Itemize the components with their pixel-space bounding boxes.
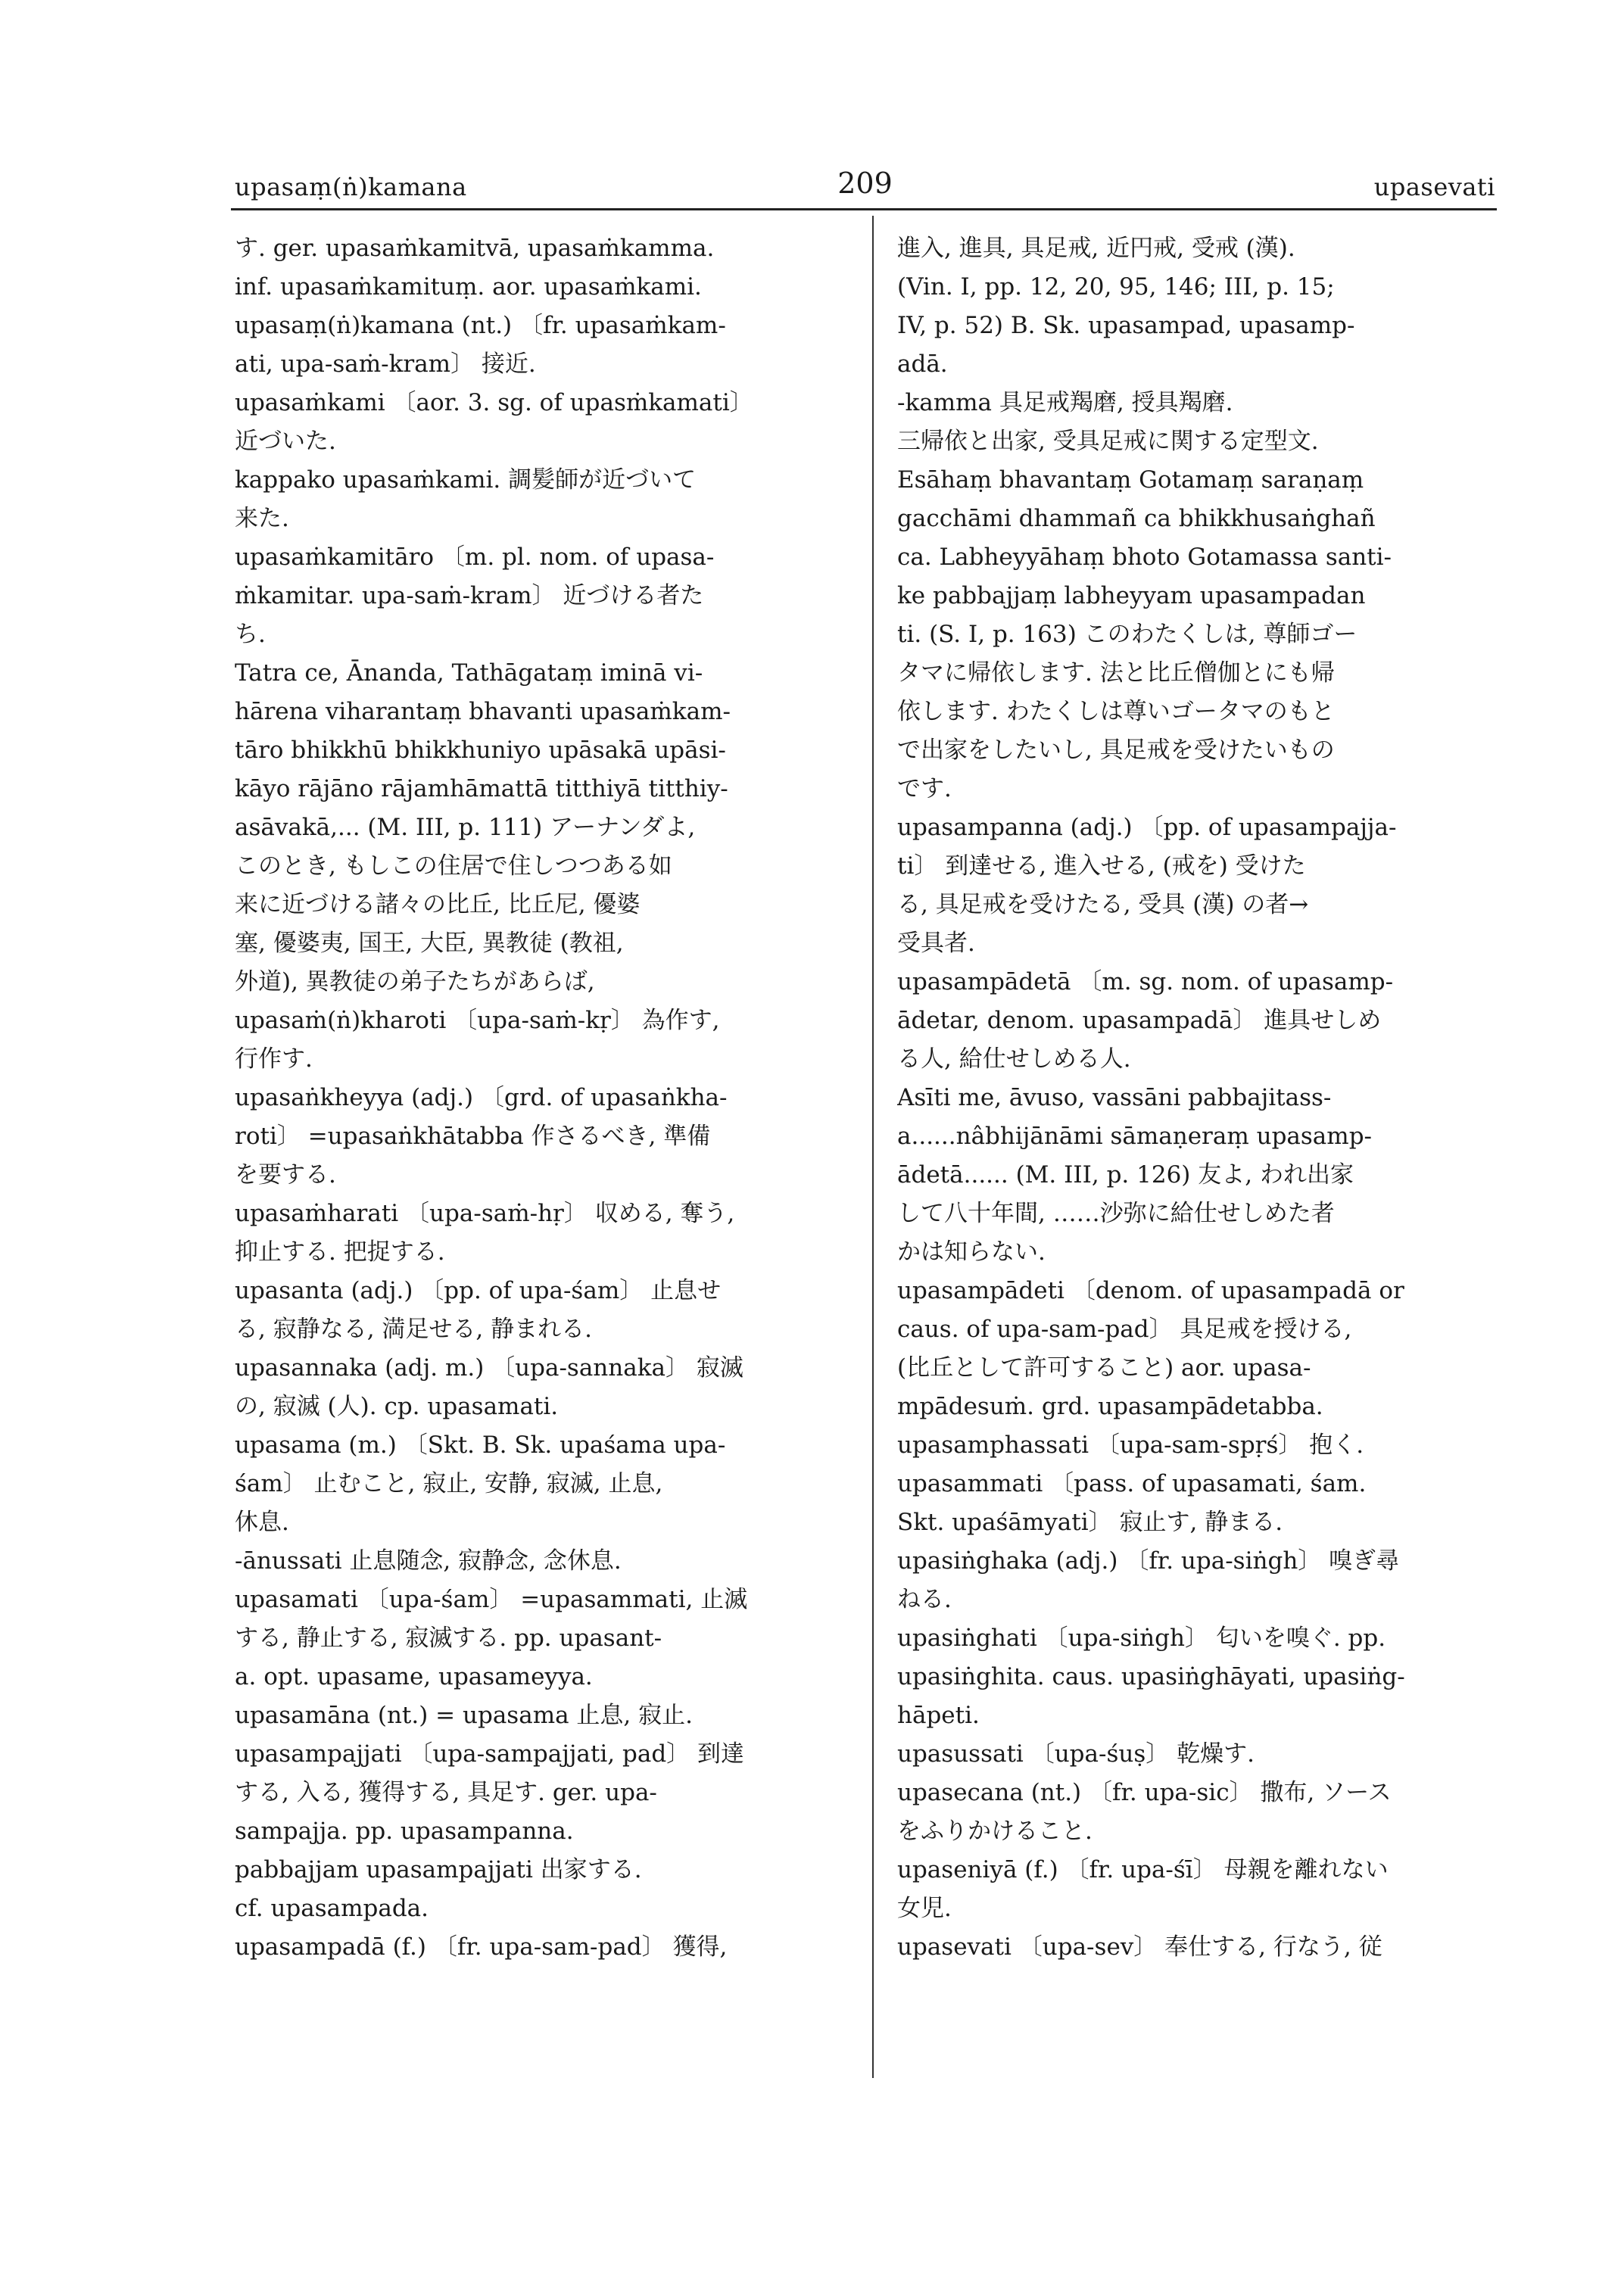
dictionary-line: upasiṅghaka (adj.) 〔fr. upa-siṅgh〕 嗅ぎ尋 [897, 1547, 1400, 1575]
dictionary-line: upasannaka (adj. m.) 〔upa-sannaka〕 寂滅 [235, 1354, 743, 1382]
dictionary-line: ādetā...... (M. III, p. 126) 友よ, われ出家 [897, 1161, 1354, 1189]
dictionary-line: upasanta (adj.) 〔pp. of upa-śam〕 止息せ [235, 1277, 722, 1304]
dictionary-line: Esāhaṃ bhavantaṃ Gotamaṃ saraṇaṃ [897, 466, 1364, 494]
dictionary-line: る人, 給仕せしめる人. [897, 1045, 1131, 1073]
dictionary-line: ṁkamitar. upa-saṁ-kram〕 近づける者た [235, 582, 704, 609]
dictionary-line: ke pabbajjaṃ labheyyam upasampadan [897, 582, 1366, 609]
dictionary-line: hāpeti. [897, 1702, 980, 1729]
dictionary-line: mpādesuṁ. grd. upasampādetabba. [897, 1393, 1323, 1420]
dictionary-line: で出家をしたいし, 具足戒を受けたいもの [897, 737, 1335, 764]
dictionary-line: upasama (m.) 〔Skt. B. Sk. upaśama upa- [235, 1432, 726, 1459]
dictionary-line: Tatra ce, Ānanda, Tathāgataṃ iminā vi- [235, 659, 703, 687]
dictionary-line: 休息. [235, 1509, 289, 1536]
dictionary-line: する, 静止する, 寂滅する. pp. upasant- [235, 1625, 662, 1652]
dictionary-line: gacchāmi dhammañ ca bhikkhusaṅghañ [897, 505, 1376, 532]
dictionary-line: の, 寂滅 (人). cp. upasamati. [235, 1393, 559, 1420]
dictionary-line: 外道), 異教徒の弟子たちがあらば, [235, 968, 595, 995]
dictionary-line: ca. Labheyyāhaṃ bhoto Gotamassa santi- [897, 544, 1392, 571]
dictionary-line: ādetar, denom. upasampadā〕 進具せしめ [897, 1007, 1382, 1034]
dictionary-line: ti〕 到達せる, 進入せる, (戒を) 受けた [897, 852, 1306, 880]
dictionary-line: upasaṁkamitāro 〔m. pl. nom. of upasa- [235, 544, 715, 571]
dictionary-line: upasaṅkheyya (adj.) 〔grd. of upasaṅkha- [235, 1084, 728, 1111]
dictionary-line: inf. upasaṁkamituṃ. aor. upasaṁkami. [235, 273, 702, 301]
dictionary-line: です. [897, 775, 952, 802]
dictionary-line: 女児. [897, 1895, 952, 1922]
dictionary-line: upasampajjati 〔upa-sampajjati, pad〕 到達 [235, 1740, 745, 1768]
dictionary-line: る, 具足戒を受けたる, 受具 (漢) の者→ [897, 891, 1309, 918]
dictionary-line: ねる. [897, 1586, 952, 1613]
dictionary-line: upasaṁ(ṅ)kharoti 〔upa-saṁ-kṛ〕 為作す, [235, 1007, 720, 1034]
dictionary-line: upasampādeti 〔denom. of upasampadā or [897, 1277, 1404, 1304]
dictionary-line: cf. upasampada. [235, 1895, 429, 1922]
dictionary-line: upasamāna (nt.) = upasama 止息, 寂止. [235, 1702, 693, 1729]
dictionary-line: 受具者. [897, 930, 975, 957]
dictionary-line: upasamphassati 〔upa-sam-spṛś〕 抱く. [897, 1432, 1364, 1459]
left-column [235, 229, 848, 1967]
dictionary-line: adā. [897, 350, 948, 378]
dictionary-line: タマに帰依します. 法と比丘僧伽とにも帰 [897, 659, 1335, 687]
dictionary-line: upasiṅghita. caus. upasiṅghāyati, upasiṅg- [897, 1663, 1405, 1690]
dictionary-line: kappako upasaṁkami. 調髪師が近づいて [235, 466, 697, 494]
page-header [235, 167, 1495, 218]
dictionary-line: upasaṁkami 〔aor. 3. sg. of upasṁkamati〕 [235, 389, 753, 416]
dictionary-line: upasammati 〔pass. of upasamati, śam. [897, 1470, 1367, 1497]
dictionary-line: upasamati 〔upa-śam〕 =upasammati, 止滅 [235, 1586, 748, 1613]
dictionary-line: upasecana (nt.) 〔fr. upa-sic〕 撒布, ソース [897, 1779, 1392, 1806]
header-rule [231, 208, 1497, 210]
dictionary-line: を要する. [235, 1161, 336, 1189]
dictionary-line: IV, p. 52) B. Sk. upasampad, upasamp- [897, 312, 1355, 339]
dictionary-line: る, 寂静なる, 満足せる, 静まれる. [235, 1316, 592, 1343]
dictionary-line: Asīti me, āvuso, vassāni pabbajitass- [897, 1084, 1332, 1111]
dictionary-line: 行作す. [235, 1045, 313, 1073]
dictionary-line: ち. [235, 621, 266, 648]
dictionary-line: asāvakā,... (M. III, p. 111) アーナンダよ, [235, 814, 696, 841]
dictionary-line: 抑止する. 把捉する. [235, 1238, 445, 1266]
dictionary-line: して八十年間, ……沙弥に給仕せしめた者 [897, 1200, 1335, 1227]
dictionary-line: a. opt. upasame, upasameyya. [235, 1663, 593, 1690]
dictionary-line: sampajja. pp. upasampanna. [235, 1818, 574, 1845]
dictionary-line: śam〕 止むこと, 寂止, 安静, 寂滅, 止息, [235, 1470, 663, 1497]
dictionary-line: upasevati 〔upa-sev〕 奉仕する, 行なう, 従 [897, 1933, 1382, 1961]
dictionary-line: 来に近づける諸々の比丘, 比丘尼, 優婆 [235, 891, 641, 918]
dictionary-line: ti. (S. I, p. 163) このわたくしは, 尊師ゴー [897, 621, 1357, 648]
dictionary-line: upasampanna (adj.) 〔pp. of upasampajja- [897, 814, 1397, 841]
column-divider [872, 216, 874, 2078]
dictionary-line: tāro bhikkhū bhikkhuniyo upāsakā upāsi- [235, 737, 726, 764]
dictionary-line: をふりかけること. [897, 1818, 1093, 1845]
dictionary-line: caus. of upa-sam-pad〕 具足戒を授ける, [897, 1316, 1352, 1343]
dictionary-line: hārena viharantaṃ bhavanti upasaṁkam- [235, 698, 731, 725]
dictionary-line: -ānussati 止息随念, 寂静念, 念休息. [235, 1547, 622, 1575]
dictionary-line: upasaṃ(ṅ)kamana (nt.) 〔fr. upasaṁkam- [235, 312, 726, 339]
dictionary-line: pabbajjam upasampajjati 出家する. [235, 1856, 642, 1883]
dictionary-line: 塞, 優婆夷, 国王, 大臣, 異教徒 (教祖, [235, 930, 624, 957]
dictionary-line: (比丘として許可すること) aor. upasa- [897, 1354, 1311, 1382]
dictionary-line: Skt. upaśāmyati〕 寂止す, 静まる. [897, 1509, 1283, 1536]
dictionary-line: 依します. わたくしは尊いゴータマのもと [897, 698, 1335, 725]
dictionary-line: する, 入る, 獲得する, 具足す. ger. upa- [235, 1779, 657, 1806]
dictionary-line: upasampadā (f.) 〔fr. upa-sam-pad〕 獲得, [235, 1933, 728, 1961]
dictionary-line: 近づいた. [235, 428, 336, 455]
dictionary-line: upasussati 〔upa-śuṣ〕 乾燥す. [897, 1740, 1255, 1768]
header-guide-word-right: upasevati [1373, 173, 1495, 201]
dictionary-line: 来た. [235, 505, 289, 532]
dictionary-line: (Vin. I, pp. 12, 20, 95, 146; III, p. 15; [897, 273, 1335, 301]
dictionary-line: かは知らない. [897, 1238, 1046, 1266]
dictionary-line: 進入, 進具, 具足戒, 近円戒, 受戒 (漢). [897, 235, 1295, 262]
dictionary-line: upaseniyā (f.) 〔fr. upa-śī〕 母親を離れない [897, 1856, 1389, 1883]
dictionary-line: す. ger. upasaṁkamitvā, upasaṁkamma. [235, 235, 715, 262]
dictionary-line: ati, upa-saṁ-kram〕 接近. [235, 350, 536, 378]
right-column [897, 229, 1503, 1967]
page-number: 209 [837, 167, 893, 200]
dictionary-line: このとき, もしこの住居で住しつつある如 [235, 852, 672, 880]
dictionary-line: a......nâbhijānāmi sāmaṇeraṃ upasamp- [897, 1123, 1373, 1150]
header-guide-word-left: upasaṃ(ṅ)kamana [235, 173, 467, 201]
dictionary-line: kāyo rājāno rājamhāmattā titthiyā titthiy- [235, 775, 728, 802]
dictionary-line: upasaṁharati 〔upa-saṁ-hṛ〕 収める, 奪う, [235, 1200, 735, 1227]
dictionary-line: roti〕 =upasaṅkhātabba 作さるべき, 準備 [235, 1123, 711, 1150]
dictionary-line: 三帰依と出家, 受具足戒に関する定型文. [897, 428, 1319, 455]
dictionary-line: upasampādetā 〔m. sg. nom. of upasamp- [897, 968, 1394, 995]
dictionary-line: upasiṅghati 〔upa-siṅgh〕 匂いを嗅ぐ. pp. [897, 1625, 1386, 1652]
dictionary-line: -kamma 具足戒羯磨, 授具羯磨. [897, 389, 1233, 416]
